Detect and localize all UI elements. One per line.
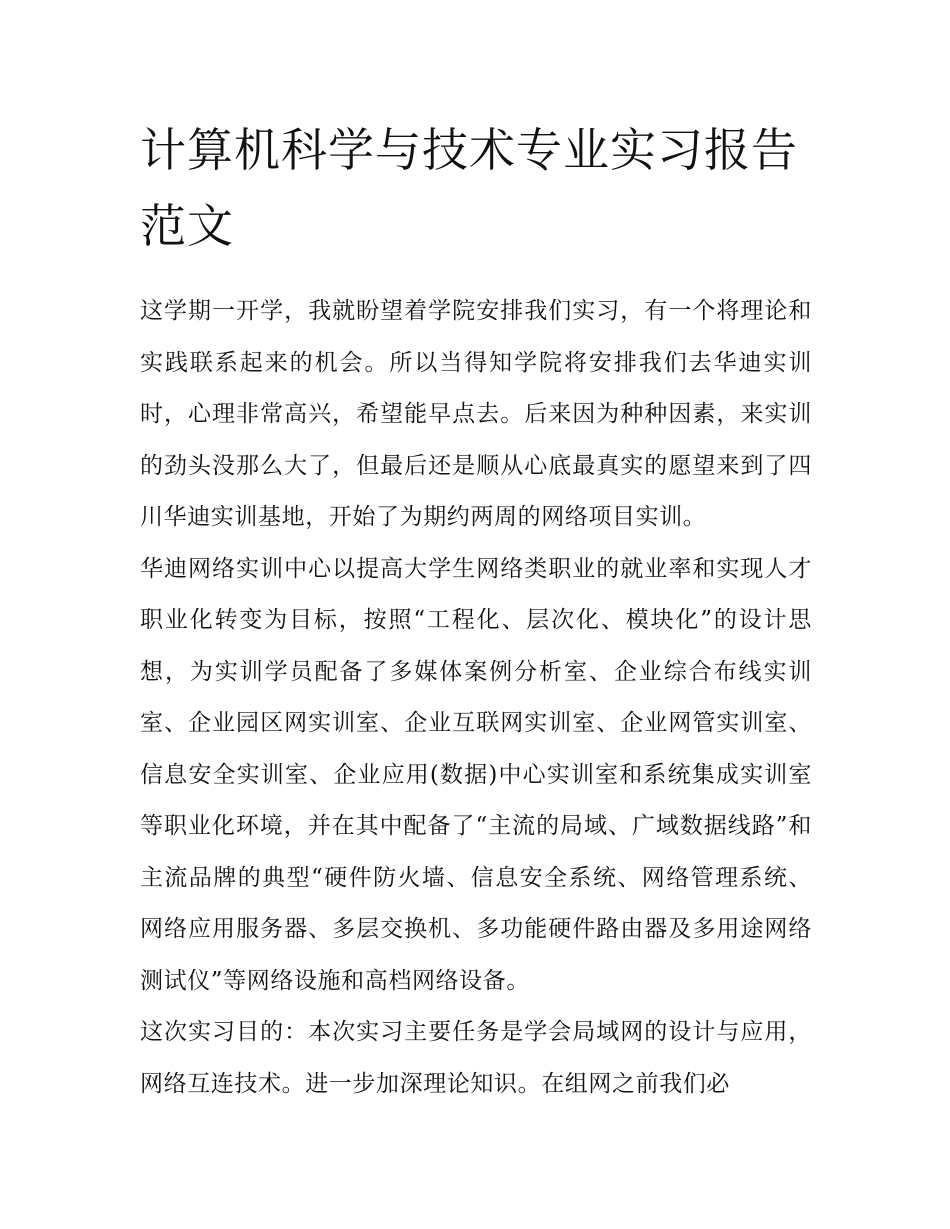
paragraph-intro: 这学期一开学，我就盼望着学院安排我们实习，有一个将理论和实践联系起来的机会。所以当得知学院将安排我们去华迪实训时，心理非常高兴，希望能早点去。后来因为种种因素，来实训的劲头没那么大了，但最后还是顺从心底最真实的愿望来到了四川华迪实训基地，开始了为期约两周的网络项目实训。: [140, 298, 812, 530]
paragraph-training-center: 华迪网络实训中心以提高大学生网络类职业的就业率和实现人才职业化转变为目标，按照“工程化、层次化、模块化”的设计思想，为实训学员配备了多媒体案例分析室、企业综合布线实训室、企业园区网实训室、企业互联网实训室、企业网管实训室、信息安全实训室、企业应用(数据)中心实训室和系统集成实训室等职业化环境，并在其中配备了“主流的局域、广域数据线路”和主流品牌的典型“硬件防火墙、信息安全系统、网络管理系统、网络应用服务器、多层交换机、多功能硬件路由器及多用途网络测试仪”等网络设施和高档网络设备。: [140, 555, 812, 994]
paragraph-purpose: 这次实习目的：本次实习主要任务是学会局域网的设计与应用，网络互连技术。进一步加深理论知识。在组网之前我们必: [140, 1019, 812, 1097]
document-title: 计算机科学与技术专业实习报告范文: [140, 123, 798, 253]
document-page: [140, 112, 820, 1110]
